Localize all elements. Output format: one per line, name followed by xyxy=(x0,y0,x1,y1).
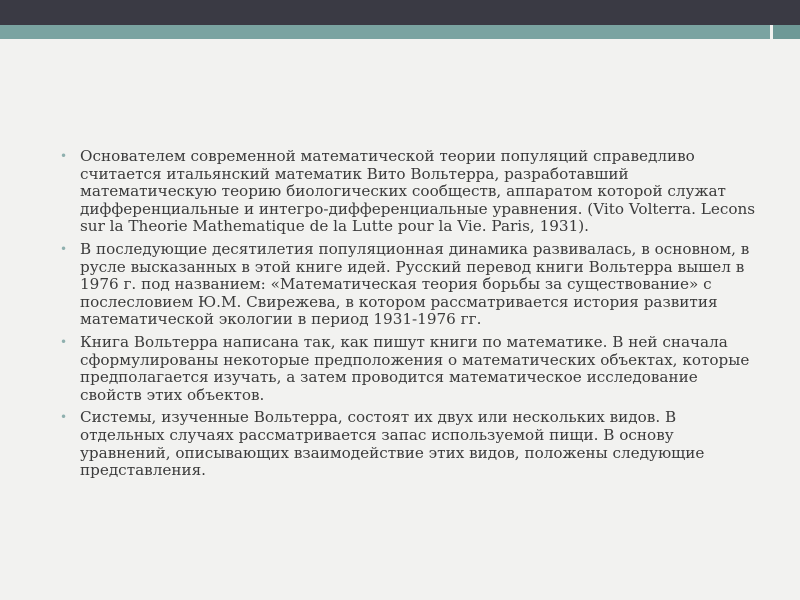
bullet-list xyxy=(58,148,758,480)
bullet-item xyxy=(58,148,758,236)
bullet-icon: • xyxy=(60,241,68,256)
accent-stripe-end xyxy=(773,25,800,39)
bullet-text: В последующие десятилетия популяционная динамика развивалась, в основном, в русле высказанных в этой книге идей. Русский перевод книги Вольтерра вышел в 1976 г. под названием: «Математическая теория борьбы за существование» с послесловием Ю.М. Свирежева, в котором рассматривается история развития математической экологии в период 1931-1976 гг. xyxy=(80,239,750,329)
bullet-item xyxy=(58,334,758,404)
bullet-icon: • xyxy=(60,334,68,349)
bullet-icon: • xyxy=(60,410,68,425)
bullet-text: Системы, изученные Вольтерра, состоят их двух или нескольких видов. В отдельных случаях рассматривается запас используемой пищи. В основу уравнений, описывающих взаимодействие этих видов, положены следующие представления. xyxy=(80,408,705,480)
bullet-item xyxy=(58,409,758,479)
bullet-icon: • xyxy=(60,149,68,163)
top-decorative-bar xyxy=(0,0,800,25)
slide-content xyxy=(58,148,758,485)
bullet-item xyxy=(58,241,758,329)
accent-stripe xyxy=(0,25,770,39)
bullet-text: Книга Вольтерра написана так, как пишут книги по математике. В ней сначала сформулированы некоторые предположения о математических объектах, которые предполагается изучать, а затем проводится математическое исследование свойств этих объектов. xyxy=(80,332,750,404)
bullet-text: Основателем современной математической теории популяций справедливо считается итальянский математик Вито Вольтерра, разработавший математическую теорию биологических сообществ, аппаратом которой служат дифференциальные и интегро-дифференциальные уравнения. (Vito Volterra. Lecons sur la Theorie Mathematique de la Lutte pour la Vie. Paris, 1931). xyxy=(80,147,756,236)
